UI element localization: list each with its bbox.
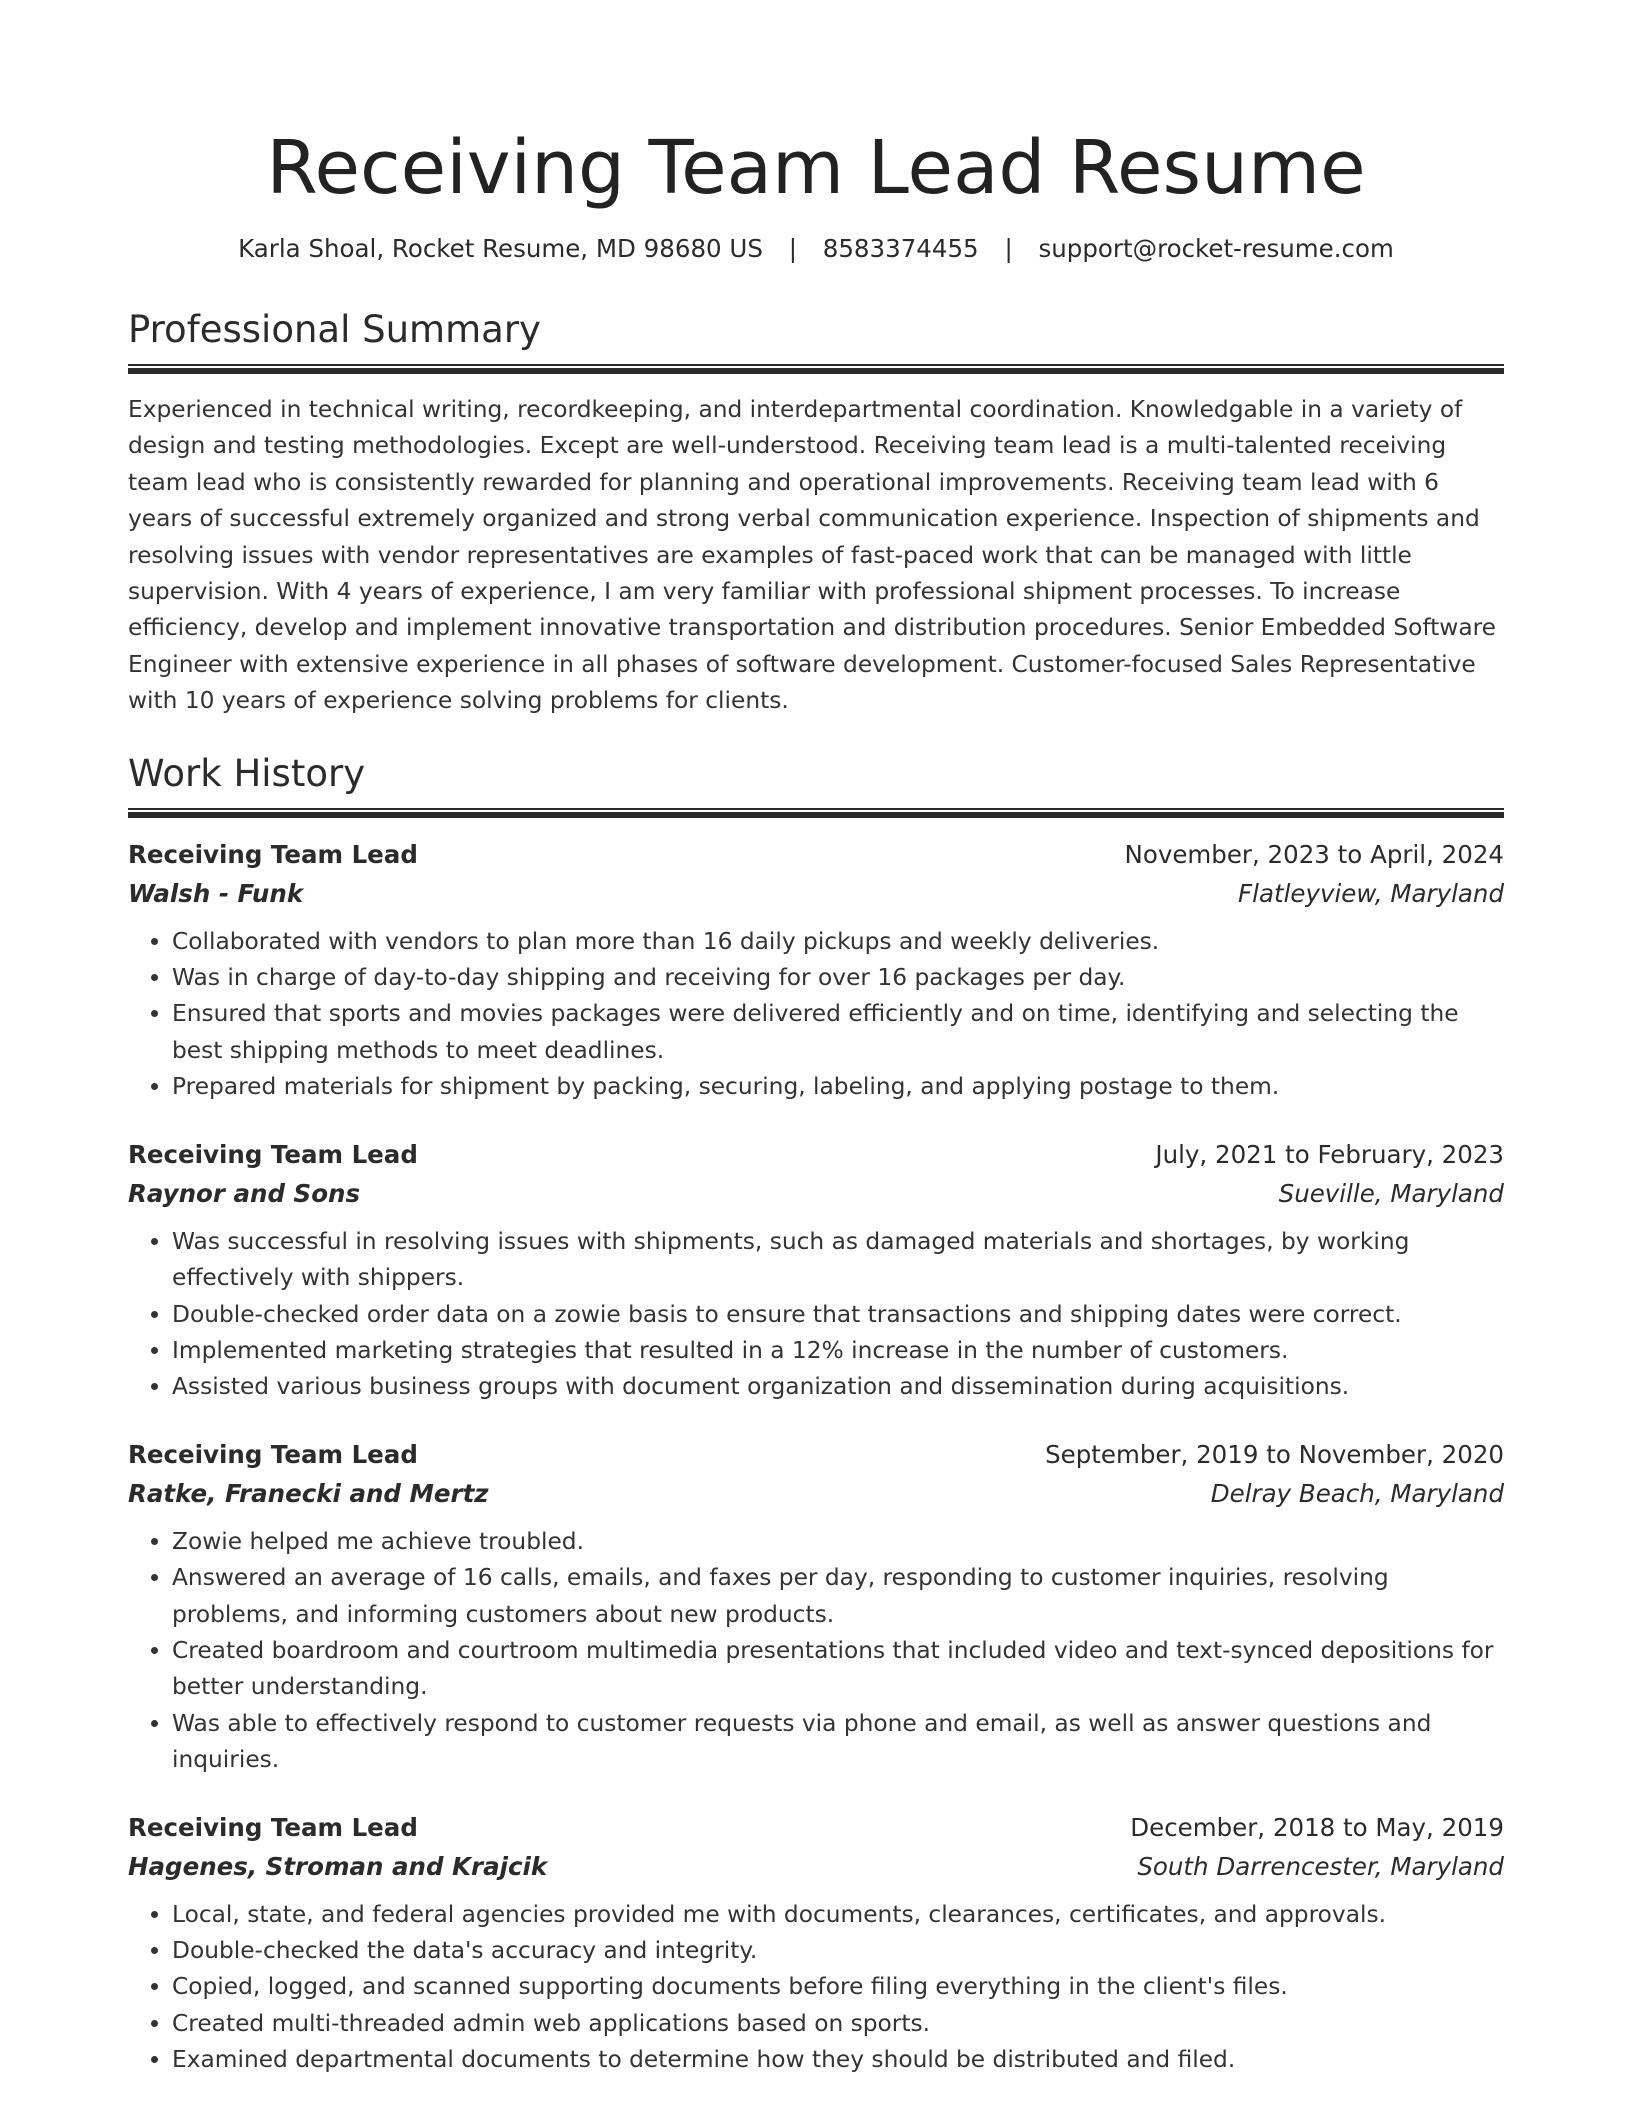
job-dates: September, 2019 to November, 2020 [1045,1439,1504,1469]
section-divider [128,808,1504,818]
section-divider [128,364,1504,374]
job-location: Sueville, Maryland [1278,1178,1504,1208]
job-company: Raynor and Sons [128,1178,361,1208]
job-entry [128,836,1504,1106]
job-bullet: • Copied, logged, and scanned supporting documents before filing everything in the client's files. [172,1969,1504,2005]
job-bullets [128,1524,1504,1779]
job-company: Hagenes, Stroman and Krajcik [128,1851,548,1881]
job-dates: November, 2023 to April, 2024 [1124,839,1504,869]
job-bullet: • Double-checked the data's accuracy and integrity. [172,1933,1504,1969]
contact-address: Karla Shoal, Rocket Resume, MD 98680 US [238,234,763,263]
job-header [128,1809,1504,1847]
job-bullet: • Was successful in resolving issues with shipments, such as damaged materials and shortages, by working effectively with shippers. [172,1224,1504,1297]
job-bullet: • Double-checked order data on a zowie basis to ensure that transactions and shipping dates were correct. [172,1297,1504,1333]
job-entry [128,1809,1504,2079]
summary-text: Experienced in technical writing, recordkeeping, and interdepartmental coordination. Knowledgable in a variety of design and testing methodologies. Except are well-understood. Receiving team lead is a multi-talented receiving team lead who is consistently rewarded for planning and operational improvements. Receiving team lead with 6 years of successful extremely organized and strong verbal communication experience. Inspection of shipments and resolving issues with vendor representatives are examples of fast-paced work that can be managed with little supervision. With 4 years of experience, I am very familiar with professional shipment processes. To increase efficiency, develop and implement innovative transportation and distribution procedures. Senior Embedded Software Engineer with extensive experience in all phases of software development. Customer-focused Sales Representative with 10 years of experience solving problems for clients. [128,396,1497,715]
professional-summary-section [128,306,1504,720]
job-bullet: • Assisted various business groups with document organization and dissemination during acquisitions. [172,1369,1504,1405]
job-dates: December, 2018 to May, 2019 [1130,1812,1504,1842]
job-subheader [128,1174,1504,1214]
job-location: Flatleyview, Maryland [1238,878,1504,908]
job-bullet: • Was in charge of day-to-day shipping and receiving for over 16 packages per day. [172,960,1504,996]
job-subheader [128,1847,1504,1887]
job-title: Receiving Team Lead [128,1812,418,1842]
job-bullets [128,1897,1504,2079]
job-company: Ratke, Franecki and Mertz [128,1478,489,1508]
contact-line [128,232,1504,266]
job-company: Walsh - Funk [128,878,304,908]
section-heading-work-history: Work History [128,751,366,795]
job-bullet: • Local, state, and federal agencies provided me with documents, clearances, certificates, and approvals. [172,1897,1504,1933]
job-bullet: • Ensured that sports and movies packages were delivered efficiently and on time, identifying and selecting the best shipping methods to meet deadlines. [172,996,1504,1069]
job-entry [128,1136,1504,1406]
job-bullet: • Answered an average of 16 calls, emails, and faxes per day, responding to customer inquiries, resolving problems, and informing customers about new products. [172,1560,1504,1633]
job-header [128,1436,1504,1474]
job-bullet: • Collaborated with vendors to plan more than 16 daily pickups and weekly deliveries. [172,924,1504,960]
resume-title: Receiving Team Lead Resume [266,125,1366,211]
job-location: Delray Beach, Maryland [1210,1478,1504,1508]
job-bullet: • Prepared materials for shipment by packing, securing, labeling, and applying postage to them. [172,1069,1504,1105]
job-location: South Darrencester, Maryland [1137,1851,1504,1881]
job-bullet: • Was able to effectively respond to customer requests via phone and email, as well as answer questions and inquiries. [172,1706,1504,1779]
contact-separator: | [1004,234,1013,263]
contact-phone: 8583374455 [822,234,979,263]
job-bullet: • Zowie helped me achieve troubled. [172,1524,1504,1560]
contact-separator: | [788,234,797,263]
job-bullet: • Created multi-threaded admin web applications based on sports. [172,2006,1504,2042]
job-entry [128,1436,1504,1779]
job-bullet: • Examined departmental documents to determine how they should be distributed and filed. [172,2042,1504,2078]
job-bullets [128,924,1504,1106]
job-title: Receiving Team Lead [128,839,418,869]
job-subheader [128,874,1504,914]
job-bullets [128,1224,1504,1406]
job-header [128,1136,1504,1174]
job-bullet: • Created boardroom and courtroom multimedia presentations that included video and text-synced depositions for better understanding. [172,1633,1504,1706]
work-history-section [128,750,1504,2079]
job-title: Receiving Team Lead [128,1439,418,1469]
job-bullet: • Implemented marketing strategies that resulted in a 12% increase in the number of customers. [172,1333,1504,1369]
contact-email: support@rocket-resume.com [1038,234,1394,263]
job-dates: July, 2021 to February, 2023 [1155,1139,1504,1169]
job-subheader [128,1474,1504,1514]
job-title: Receiving Team Lead [128,1139,418,1169]
job-header [128,836,1504,874]
section-heading-summary: Professional Summary [128,308,541,351]
